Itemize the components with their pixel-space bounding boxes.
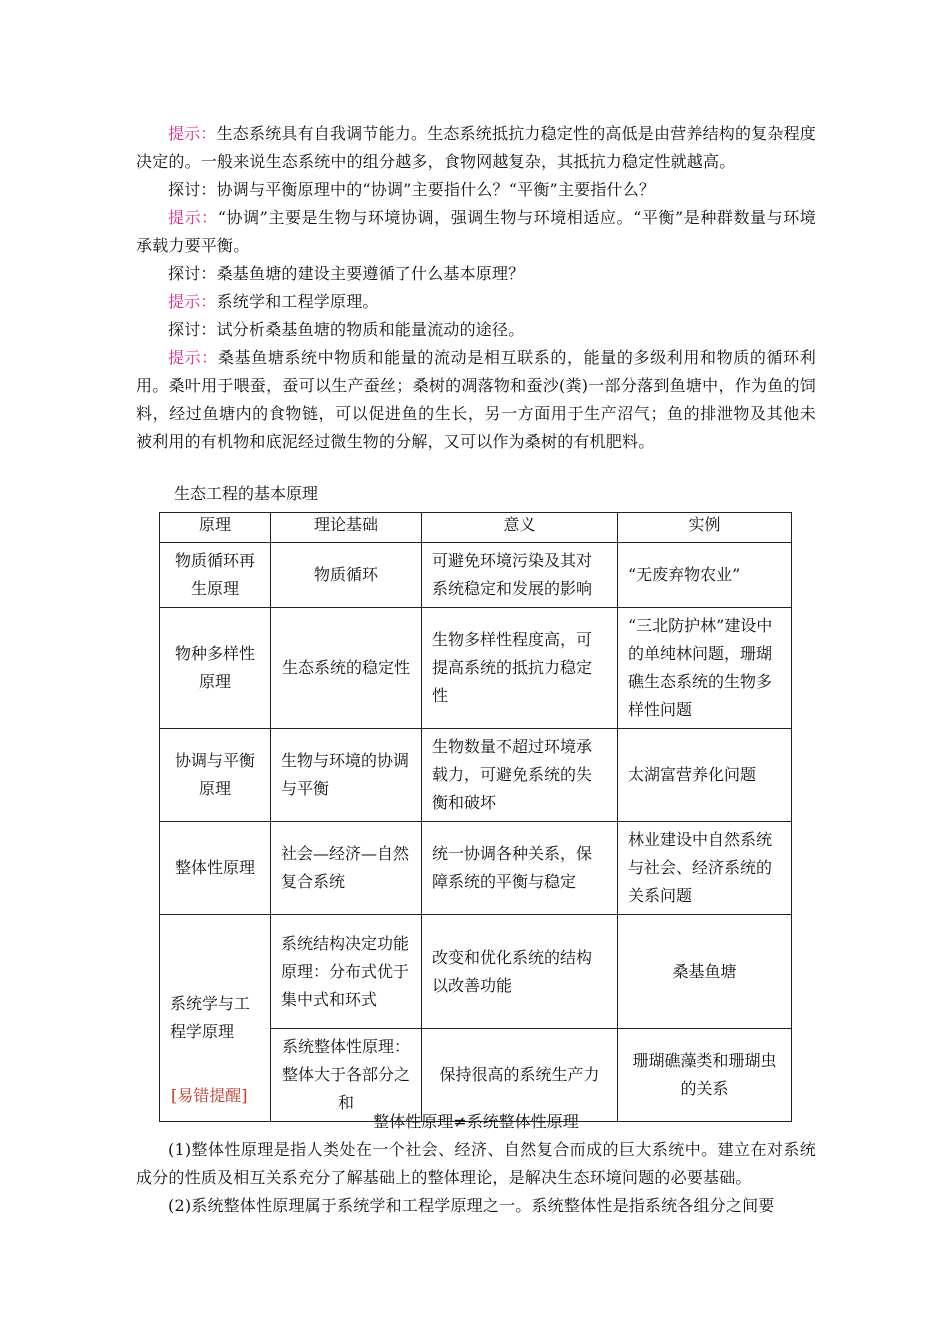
paragraph-text: 系统学和工程学原理。 bbox=[216, 292, 379, 311]
table-caption: 生态工程的基本原理 bbox=[174, 484, 319, 503]
cell-principle: 系统学与工程学原理 bbox=[160, 915, 271, 1122]
cell-example: 珊瑚礁藻类和珊瑚虫的关系 bbox=[618, 1029, 792, 1122]
cell-meaning: 改变和优化系统的结构以改善功能 bbox=[422, 915, 618, 1029]
principles-table bbox=[159, 512, 792, 1122]
cell-meaning: 保持很高的系统生产力 bbox=[422, 1029, 618, 1122]
cell-basis: 生物与环境的协调与平衡 bbox=[271, 729, 422, 822]
table-row bbox=[160, 915, 792, 1029]
cell-principle: 物种多样性原理 bbox=[160, 608, 271, 729]
paragraph-text: 桑基鱼塘系统中物质和能量的流动是相互联系的，能量的多级利用和物质的循环利用。桑叶用于喂蚕，蚕可以生产蚕丝；桑树的凋落物和蚕沙(粪)一部分落到鱼塘中，作为鱼的饲料，经过鱼塘内的食物链，可以促进鱼的生长，另一方面用于生产沼气；鱼的排泄物及其他未被利用的有机物和底泥经过微生物的分解，又可以作为桑树的有机肥料。 bbox=[136, 348, 817, 451]
cell-basis: 生态系统的稳定性 bbox=[271, 608, 422, 729]
hint-label: 提示： bbox=[168, 208, 218, 227]
warning-item-2: (2)系统整体性原理属于系统学和工程学原理之一。系统整体性是指系统各组分之间要 bbox=[168, 1196, 775, 1215]
cell-basis: 物质循环 bbox=[271, 543, 422, 608]
hint-paragraph-3 bbox=[136, 288, 816, 316]
table-row bbox=[160, 608, 792, 729]
table-row bbox=[160, 822, 792, 915]
question-paragraph-2 bbox=[136, 260, 816, 288]
paragraph-text: 生态系统具有自我调节能力。生态系统抵抗力稳定性的高低是由营养结构的复杂程度决定的。一般来说生态系统中的组分越多，食物网越复杂，其抵抗力稳定性就越高。 bbox=[136, 124, 817, 171]
cell-example: “无废弃物农业” bbox=[618, 543, 792, 608]
hint-label: 提示： bbox=[168, 292, 217, 311]
cell-principle: 协调与平衡原理 bbox=[160, 729, 271, 822]
cell-basis: 系统整体性原理：整体大于各部分之和 bbox=[271, 1029, 422, 1122]
warning-title: 整体性原理≠系统整体性原理 bbox=[373, 1112, 579, 1131]
hint-paragraph-2 bbox=[136, 204, 816, 260]
cell-meaning: 可避免环境污染及其对系统稳定和发展的影响 bbox=[422, 543, 618, 608]
hint-paragraph-4 bbox=[136, 344, 816, 456]
table-header-row bbox=[160, 513, 792, 543]
cell-meaning: 统一协调各种关系，保障系统的平衡与稳定 bbox=[422, 822, 618, 915]
cell-basis: 系统结构决定功能原理：分布式优于集中式和环式 bbox=[271, 915, 422, 1029]
header-meaning: 意义 bbox=[422, 513, 618, 543]
question-paragraph-3 bbox=[136, 316, 816, 344]
cell-example: 太湖富营养化问题 bbox=[618, 729, 792, 822]
cell-example: “三北防护林”建设中的单纯林问题，珊瑚礁生态系统的生物多样性问题 bbox=[618, 608, 792, 729]
table-row bbox=[160, 729, 792, 822]
question-paragraph-1 bbox=[136, 176, 816, 204]
hint-label: 提示： bbox=[168, 348, 218, 367]
warning-tag: [易错提醒] bbox=[171, 1086, 248, 1105]
header-principle: 原理 bbox=[160, 513, 271, 543]
warning-item-1: (1)整体性原理是指人类处在一个社会、经济、自然复合而成的巨大系统中。建立在对系统成分的性质及相互关系充分了解基础上的整体理论，是解决生态环境问题的必要基础。 bbox=[136, 1140, 816, 1187]
cell-example: 桑基鱼塘 bbox=[618, 915, 792, 1029]
paragraph-text: 探讨：协调与平衡原理中的“协调”主要指什么？“平衡”主要指什么？ bbox=[168, 180, 656, 199]
paragraph-text: “协调”主要是生物与环境协调，强调生物与环境相适应。“平衡”是种群数量与环境承载力要平衡。 bbox=[136, 208, 816, 255]
hint-paragraph-1 bbox=[136, 120, 816, 176]
header-example: 实例 bbox=[618, 513, 792, 543]
hint-label: 提示： bbox=[168, 124, 217, 143]
cell-principle: 物质循环再生原理 bbox=[160, 543, 271, 608]
cell-principle: 整体性原理 bbox=[160, 822, 271, 915]
cell-example: 林业建设中自然系统与社会、经济系统的关系问题 bbox=[618, 822, 792, 915]
paragraph-text: 探讨：试分析桑基鱼塘的物质和能量流动的途径。 bbox=[168, 320, 525, 339]
table-row bbox=[160, 543, 792, 608]
paragraph-text: 探讨：桑基鱼塘的建设主要遵循了什么基本原理？ bbox=[168, 264, 525, 283]
cell-meaning: 生物数量不超过环境承载力，可避免系统的失衡和破坏 bbox=[422, 729, 618, 822]
header-basis: 理论基础 bbox=[271, 513, 422, 543]
cell-meaning: 生物多样性程度高，可提高系统的抵抗力稳定性 bbox=[422, 608, 618, 729]
cell-basis: 社会—经济—自然复合系统 bbox=[271, 822, 422, 915]
